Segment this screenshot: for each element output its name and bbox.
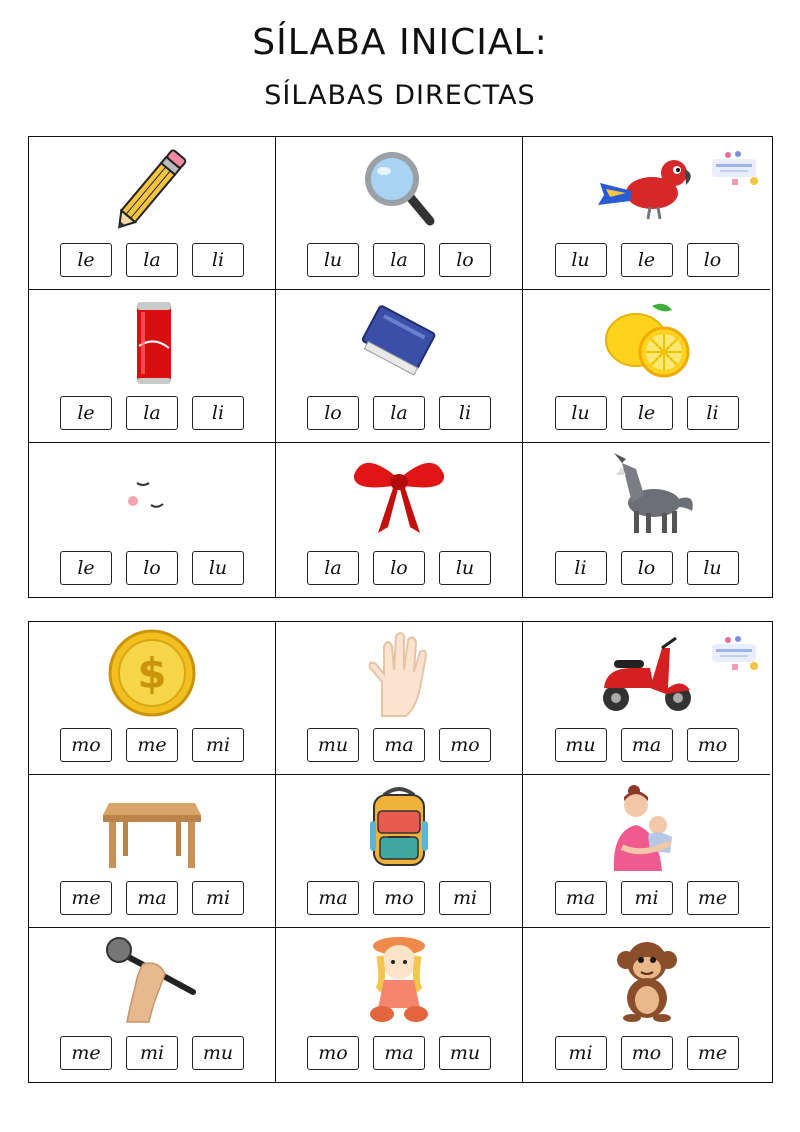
doll-icon: [344, 934, 454, 1024]
syllable-option[interactable]: mu: [439, 1036, 491, 1070]
syllable-option[interactable]: lo: [373, 551, 425, 585]
syllable-option[interactable]: la: [373, 243, 425, 277]
syllable-options: [29, 551, 275, 585]
syllable-option[interactable]: li: [555, 551, 607, 585]
exercise-cell: [523, 290, 770, 443]
syllable-grid-l: [28, 136, 773, 598]
syllable-option[interactable]: mi: [555, 1036, 607, 1070]
soda-can-icon: [97, 296, 207, 386]
syllable-option[interactable]: ma: [373, 728, 425, 762]
page-subtitle: SÍLABAS DIRECTAS: [264, 80, 536, 111]
syllable-option[interactable]: mo: [621, 1036, 673, 1070]
microphone-icon: [97, 934, 207, 1024]
exercise-cell: [523, 775, 770, 928]
syllable-options: [523, 396, 770, 430]
syllable-option[interactable]: lo: [126, 551, 178, 585]
syllable-option[interactable]: lo: [621, 551, 673, 585]
pencil-icon: [97, 143, 207, 233]
syllable-option[interactable]: lu: [555, 396, 607, 430]
syllable-option[interactable]: mu: [555, 728, 607, 762]
syllable-options: [29, 1036, 275, 1070]
syllable-option[interactable]: mi: [192, 728, 244, 762]
syllable-options: [276, 881, 522, 915]
exercise-cell: [523, 928, 770, 1082]
mother-icon: [592, 781, 702, 871]
coin-icon: [97, 628, 207, 718]
syllable-option[interactable]: lo: [687, 243, 739, 277]
syllable-option[interactable]: ma: [126, 881, 178, 915]
syllable-option[interactable]: la: [373, 396, 425, 430]
syllable-option[interactable]: la: [126, 243, 178, 277]
page-title: SÍLABA INICIAL:: [252, 22, 548, 63]
syllable-option[interactable]: mi: [126, 1036, 178, 1070]
syllable-options: [29, 881, 275, 915]
exercise-cell: [276, 290, 523, 443]
syllable-options: [523, 728, 770, 762]
syllable-option[interactable]: li: [192, 396, 244, 430]
syllable-option[interactable]: mu: [307, 728, 359, 762]
brand-logo-icon: [710, 149, 760, 189]
syllable-option[interactable]: mo: [439, 728, 491, 762]
syllable-option[interactable]: mo: [60, 728, 112, 762]
syllable-option[interactable]: me: [60, 881, 112, 915]
syllable-option[interactable]: li: [687, 396, 739, 430]
syllable-option[interactable]: me: [126, 728, 178, 762]
syllable-option[interactable]: la: [307, 551, 359, 585]
syllable-option[interactable]: li: [439, 396, 491, 430]
syllable-options: [276, 1036, 522, 1070]
syllable-option[interactable]: lu: [555, 243, 607, 277]
syllable-option[interactable]: mo: [687, 728, 739, 762]
syllable-option[interactable]: lu: [307, 243, 359, 277]
brand-logo-icon: [710, 634, 760, 674]
syllable-options: [29, 396, 275, 430]
syllable-options: [29, 728, 275, 762]
exercise-cell: [276, 137, 523, 290]
syllable-options: [276, 243, 522, 277]
syllable-options: [276, 551, 522, 585]
exercise-cell: [29, 290, 276, 443]
syllable-options: [523, 243, 770, 277]
syllable-option[interactable]: mi: [621, 881, 673, 915]
motorbike-icon: [592, 628, 702, 718]
exercise-cell: [29, 443, 276, 597]
syllable-grid-m: [28, 621, 773, 1083]
syllable-option[interactable]: mi: [192, 881, 244, 915]
syllable-option[interactable]: li: [192, 243, 244, 277]
syllable-option[interactable]: le: [621, 243, 673, 277]
syllable-option[interactable]: lu: [439, 551, 491, 585]
syllable-option[interactable]: le: [60, 551, 112, 585]
exercise-cell: [29, 928, 276, 1082]
syllable-option[interactable]: mi: [439, 881, 491, 915]
exercise-cell: [29, 622, 276, 775]
exercise-cell: [276, 928, 523, 1082]
parrot-icon: [592, 143, 702, 233]
syllable-option[interactable]: mu: [192, 1036, 244, 1070]
bow-icon: [344, 449, 454, 539]
syllable-option[interactable]: me: [60, 1036, 112, 1070]
exercise-cell: [523, 622, 770, 775]
svg-text:$: $: [137, 649, 167, 698]
syllable-option[interactable]: la: [126, 396, 178, 430]
hand-icon: [344, 628, 454, 718]
syllable-option[interactable]: le: [621, 396, 673, 430]
syllable-options: [276, 396, 522, 430]
backpack-icon: [344, 781, 454, 871]
syllable-options: [523, 881, 770, 915]
syllable-option[interactable]: ma: [373, 1036, 425, 1070]
syllable-options: [29, 243, 275, 277]
syllable-option[interactable]: lo: [307, 396, 359, 430]
syllable-option[interactable]: lu: [192, 551, 244, 585]
book-icon: [344, 296, 454, 386]
syllable-option[interactable]: ma: [555, 881, 607, 915]
syllable-options: [276, 728, 522, 762]
exercise-cell: [29, 775, 276, 928]
exercise-cell: [276, 622, 523, 775]
syllable-option[interactable]: ma: [307, 881, 359, 915]
lemon-icon: [592, 296, 702, 386]
exercise-cell: [276, 443, 523, 597]
syllable-option[interactable]: mo: [373, 881, 425, 915]
table-icon: [97, 781, 207, 871]
wolf-icon: [592, 449, 702, 539]
syllable-option[interactable]: lu: [687, 551, 739, 585]
moon-icon: [97, 449, 207, 539]
syllable-option[interactable]: le: [60, 243, 112, 277]
syllable-option[interactable]: lo: [439, 243, 491, 277]
syllable-option[interactable]: le: [60, 396, 112, 430]
exercise-cell: [523, 443, 770, 597]
exercise-cell: [276, 775, 523, 928]
syllable-option[interactable]: mo: [307, 1036, 359, 1070]
syllable-options: [523, 551, 770, 585]
magnifier-icon: [344, 143, 454, 233]
exercise-cell: [523, 137, 770, 290]
exercise-cell: [29, 137, 276, 290]
syllable-option[interactable]: me: [687, 881, 739, 915]
syllable-option[interactable]: ma: [621, 728, 673, 762]
syllable-option[interactable]: me: [687, 1036, 739, 1070]
syllable-options: [523, 1036, 770, 1070]
monkey-icon: [592, 934, 702, 1024]
